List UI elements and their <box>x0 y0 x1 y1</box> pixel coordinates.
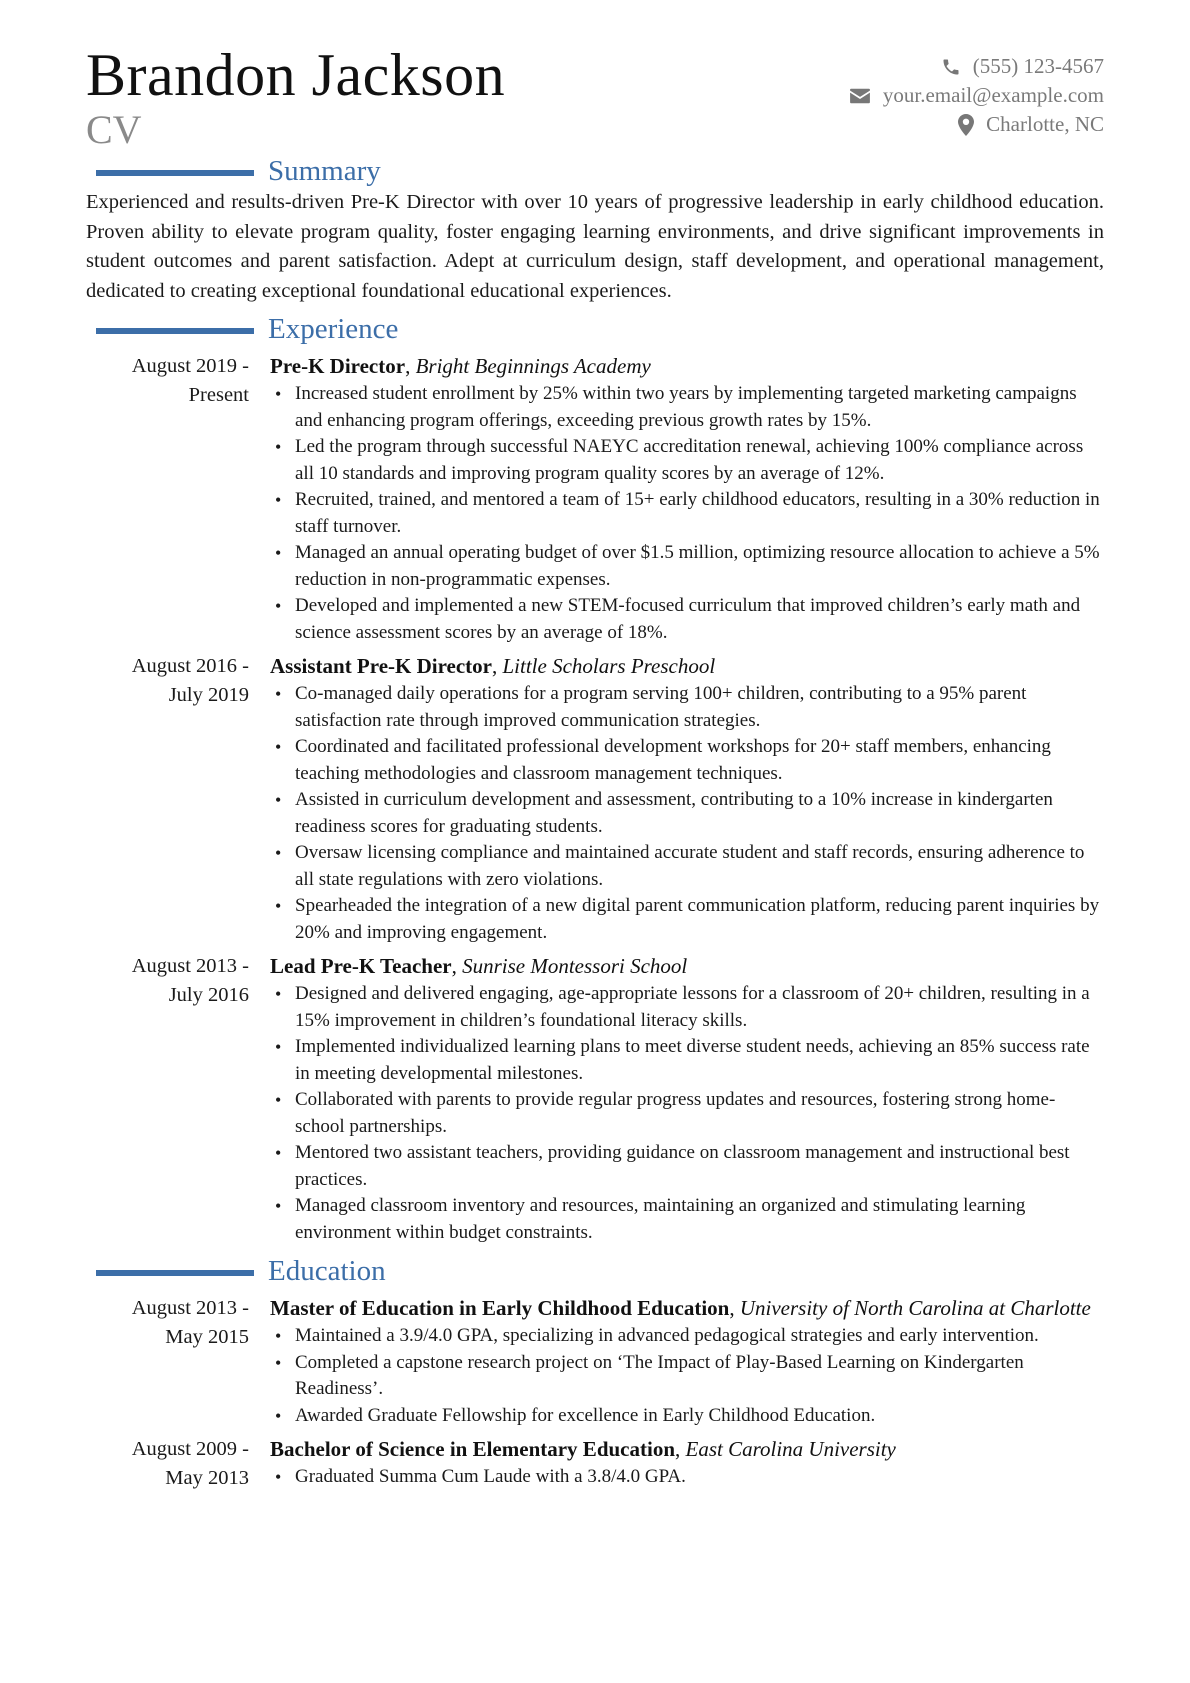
bullet-item: • Implemented individualized learning plans to meet diverse student needs, achieving an 85% success rate in meeting developmental milestones. <box>270 1034 1104 1087</box>
envelope-icon <box>849 87 871 105</box>
entry-body <box>270 1294 1104 1429</box>
entry-title: Lead Pre-K Teacher, Sunrise Montessori School <box>270 954 688 978</box>
bullet-item: • Awarded Graduate Fellowship for excellence in Early Childhood Education. <box>270 1403 1104 1430</box>
entry-title: Assistant Pre-K Director, Little Scholars Preschool <box>270 654 716 678</box>
bullet-list <box>270 381 1104 646</box>
person-name: Brandon Jackson <box>86 42 506 108</box>
summary-heading <box>86 154 1104 188</box>
contact-block <box>849 52 1104 139</box>
date-start: August 2013 - <box>131 1297 249 1319</box>
date-start: August 2016 - <box>131 655 249 677</box>
section-accent-bar <box>96 170 254 176</box>
section-accent-bar <box>96 1270 254 1276</box>
bullet-item: • Increased student enrollment by 25% within two years by implementing targeted marketing campaigns and enhancing program offerings, exceeding previous growth rates by 15%. <box>270 381 1104 434</box>
bullet-item: • Assisted in curriculum development and assessment, contributing to a 10% increase in kindergarten readiness scores for graduating students. <box>270 787 1104 840</box>
entry-degree: Master of Education in Early Childhood Education <box>270 1296 730 1320</box>
entry-role: Lead Pre-K Teacher <box>270 954 452 978</box>
experience-heading <box>86 312 1104 346</box>
date-start: August 2013 - <box>131 955 249 977</box>
bullet-item: • Managed an annual operating budget of over $1.5 million, optimizing resource allocation to achieve a 5% reduction in non-programmatic expenses. <box>270 540 1104 593</box>
section-title: Experience <box>268 313 399 345</box>
date-start: August 2019 - <box>131 355 249 377</box>
entry-role: Assistant Pre-K Director <box>270 654 492 678</box>
experience-entry <box>86 952 1104 1246</box>
location-text: Charlotte, NC <box>986 112 1104 136</box>
entry-date <box>86 1294 270 1429</box>
section-title: Education <box>268 1255 386 1287</box>
entry-body <box>270 952 1104 1246</box>
contact-phone <box>849 52 1104 81</box>
entry-role: Pre-K Director <box>270 354 406 378</box>
bullet-item: • Mentored two assistant teachers, providing guidance on classroom management and instructional best practices. <box>270 1140 1104 1193</box>
bullet-item: • Developed and implemented a new STEM-focused curriculum that improved children’s early math and science assessment scores by an average of 18%. <box>270 593 1104 646</box>
education-heading <box>86 1254 1104 1288</box>
bullet-item: • Completed a capstone research project on ‘The Impact of Play-Based Learning on Kindergarten Readiness’. <box>270 1350 1104 1403</box>
phone-text: (555) 123-4567 <box>972 54 1104 78</box>
entry-degree: Bachelor of Science in Elementary Education <box>270 1437 675 1461</box>
entry-org: Little Scholars Preschool <box>502 654 716 678</box>
experience-entry <box>86 652 1104 946</box>
bullet-item: • Designed and delivered engaging, age-appropriate lessons for a classroom of 20+ children, resulting in a 15% improvement in children’s foundational literacy skills. <box>270 981 1104 1034</box>
bullet-list <box>270 681 1104 946</box>
experience-entry <box>86 352 1104 646</box>
entry-body <box>270 352 1104 646</box>
bullet-item: • Recruited, trained, and mentored a team of 15+ early childhood educators, resulting in a 30% reduction in staff turnover. <box>270 487 1104 540</box>
phone-icon <box>941 57 961 77</box>
bullet-item: • Co-managed daily operations for a program serving 100+ children, contributing to a 95% parent satisfaction rate through improved communication strategies. <box>270 681 1104 734</box>
bullet-list <box>270 1464 1104 1491</box>
contact-email[interactable] <box>849 81 1104 110</box>
entry-date <box>86 652 270 946</box>
contact-location <box>849 110 1104 139</box>
entry-date <box>86 352 270 646</box>
entry-title: Master of Education in Early Childhood Education, University of North Carolina at Charlotte <box>270 1296 1091 1320</box>
entry-body <box>270 1435 1104 1493</box>
entry-school: University of North Carolina at Charlotte <box>739 1296 1091 1320</box>
bullet-item: • Coordinated and facilitated professional development workshops for 20+ staff members, enhancing teaching methodologies and classroom management techniques. <box>270 734 1104 787</box>
bullet-list <box>270 981 1104 1246</box>
section-accent-bar <box>96 328 254 334</box>
date-end: May 2013 <box>165 1467 249 1489</box>
entry-date <box>86 1435 270 1493</box>
bullet-item: • Spearheaded the integration of a new digital parent communication platform, reducing parent inquiries by 20% and improving engagement. <box>270 893 1104 946</box>
bullet-item: • Maintained a 3.9/4.0 GPA, specializing in advanced pedagogical strategies and early intervention. <box>270 1323 1104 1350</box>
bullet-item: • Managed classroom inventory and resources, maintaining an organized and stimulating learning environment within budget constraints. <box>270 1193 1104 1246</box>
entry-school: East Carolina University <box>685 1437 896 1461</box>
entry-title: Pre-K Director, Bright Beginnings Academy <box>270 354 651 378</box>
email-text[interactable]: your.email@example.com <box>882 83 1104 107</box>
bullet-item: • Collaborated with parents to provide regular progress updates and resources, fostering strong home-school partnerships. <box>270 1087 1104 1140</box>
education-entry <box>86 1435 1104 1493</box>
date-end: July 2019 <box>168 684 249 706</box>
summary-text: Experienced and results-driven Pre-K Director with over 10 years of progressive leadership in early childhood education. Proven ability to elevate program quality, foster engaging learning environments, and drive significant improvements in student outcomes and parent satisfaction. Adept at curriculum design, staff development, and operational management, dedicated to creating exceptional foundational educational experiences. <box>86 191 1104 302</box>
entry-title: Bachelor of Science in Elementary Education, East Carolina University <box>270 1437 896 1461</box>
map-pin-icon <box>958 114 974 136</box>
date-end: May 2015 <box>165 1326 249 1348</box>
section-title: Summary <box>268 155 381 187</box>
bullet-list <box>270 1323 1104 1429</box>
header <box>86 0 1104 150</box>
date-end: Present <box>188 384 249 406</box>
bullet-item: • Graduated Summa Cum Laude with a 3.8/4.0 GPA. <box>270 1464 1104 1491</box>
bullet-item: • Led the program through successful NAEYC accreditation renewal, achieving 100% compliance across all 10 standards and improving program quality scores by an average of 12%. <box>270 434 1104 487</box>
bullet-item: • Oversaw licensing compliance and maintained accurate student and staff records, ensuring adherence to all state regulations with zero violations. <box>270 840 1104 893</box>
entry-org: Sunrise Montessori School <box>462 954 688 978</box>
entry-body <box>270 652 1104 946</box>
date-start: August 2009 - <box>131 1438 249 1460</box>
entry-date <box>86 952 270 1246</box>
entry-org: Bright Beginnings Academy <box>415 354 651 378</box>
education-entry <box>86 1294 1104 1429</box>
document-subtitle: CV <box>86 107 142 152</box>
date-end: July 2016 <box>168 984 249 1006</box>
